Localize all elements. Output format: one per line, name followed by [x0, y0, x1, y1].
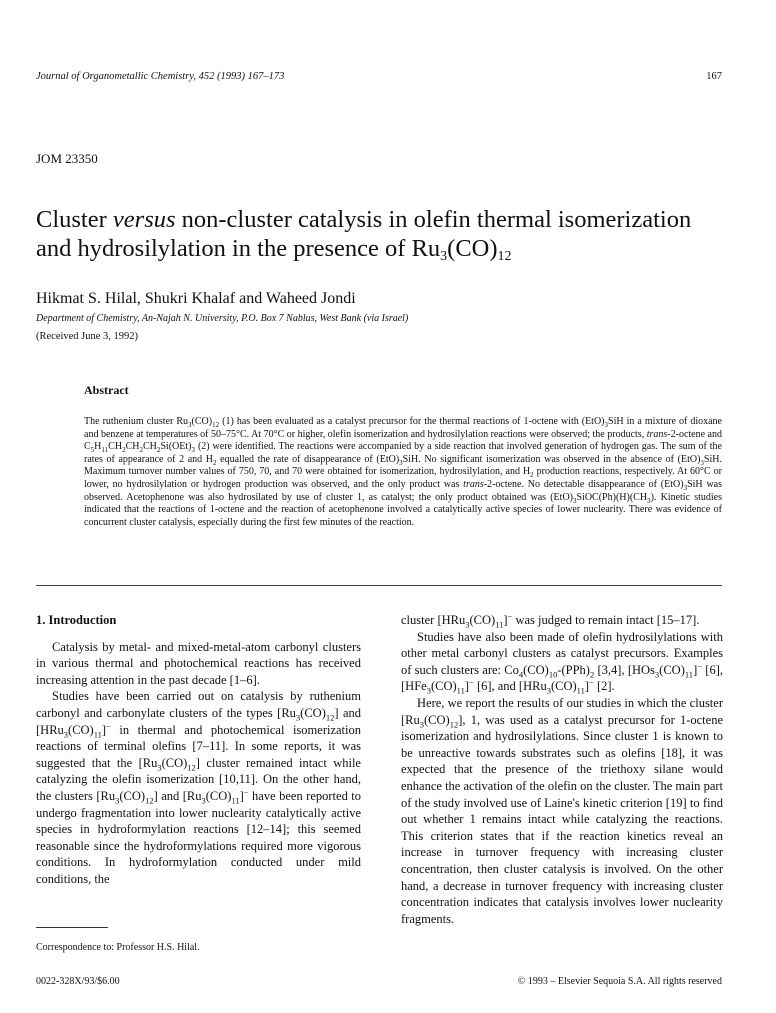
abstract-text: The ruthenium cluster $Ru_3(CO)_{12}$ (1) has been evaluated as a catalyst precursor for the thermal reactions of 1-octene with $(EtO)_3SiH$ in a mixture of dioxane and benzene at temperatures of 50–75°C. At 70°C or higher, olefin isomerization and hydrosilylation reactions were observed; the products, trans-2-octene and $C_5H_{11}CH_2CH_2CH_2Si(OEt)_3$ (2) were identified. The reactions were accompanied by a side reaction that involved generation of hydrogen gas. The sum of the rates of appearance of 2 and $H_2$ equalled the rate of disappearance of $(EtO)_3SiH$. No significant isomerization was observed in the absence of $(EtO)_3SiH$. Maximum turnover number values of 750, 70, and 70 were obtained for isomerization, hydrosilylation, and $H_2$ production reactions, respectively. At 60°C or lower, no hydrosilylation or hydrogen production was observed, and the only product was trans-2-octene. No detectable disappearance of $(EtO)_3SiH$ was observed. Acetophenone was also hydrosilated by use of cluster 1, as catalyst; the only product obtained was $(EtO)_3SiOC(Ph)(H)(CH_3)$. Kinetic studies indicated that the reactions of 1-octene and the reaction of acetophenone involved a catalytically active species of lower nuclearity. There was evidence of concurrent cluster catalysis, especially during the first few minutes of the reaction. — [84, 416, 722, 528]
authors: Hikmat S. Hilal, Shukri Khalaf and Waheed Jondi — [36, 290, 356, 307]
copyright-notice: © 1993 – Elsevier Sequoia S.A. All rights reserved — [517, 976, 722, 987]
abstract-heading: Abstract — [84, 383, 129, 397]
intro-column-left: 1. Introduction Catalysis by metal- and mixed-metal-atom carbonyl clusters in various thermal and photochemical reactions has received increasing attention in the past decade [1–6]. Studies have been carried out on catalysis by ruthenium carbonyl and carbonylate clusters of the types $[Ru_3(CO)_{12}]$ and $[HRu_3(CO)_{11}]^-$ in thermal and photochemical isomerization reactions of terminal olefins [7–11]. In some reports, it was suggested that the $[Ru_3(CO)_{12}]$ cluster remained intact while catalyzing the olefin isomerization [10,11]. On the other hand, the clusters $[Ru_3(CO)_{12}]$ and $[Ru_3(CO)_{11}]^-$ have been reported to undergo fragmentation into lower nuclearity catalytically active species in hydroformylation reactions [12–14]; this seemed reasonable since the hydroformylations required more vigorous conditions. In hydroformylation conducted under mild conditions, the — [36, 613, 361, 886]
section-divider — [36, 585, 722, 586]
journal-citation: Journal of Organometallic Chemistry, 452 (1993) 167–173 — [36, 71, 285, 82]
intro-column-right: cluster $[HRu_3(CO)_{11}]^-$ was judged to remain intact [15–17]. Studies have also been made of olefin hydrosilylations with other metal carbonyl clusters as catalyst precursors. Examples of such clusters are: $Co_4(CO)_{10}-(PPh)_2$ [3,4], $[HOs_3(CO)_{11}]^-$ [6], $[HFe_3(CO)_{11}]^-$ [6], and $[HRu_3(CO)_{11}]^-$ [2]. Here, we report the results of our studies in which the cluster $[Ru_3(CO)_{12}]$, 1, was used as a catalyst precursor for 1-octene isomerization and hydrosilylations. Since cluster 1 is known to be unreactive towards substrates such as olefins [18], it was expected that the presence of the triethoxy silane would enhance the activation of the olefin on the cluster. The main part of the study involved use of Laine's kinetic criterion [19] to find out whether 1 remains intact while catalyzing the reactions. This criterion states that if the reaction kinetics reveal an increase in turnover frequency with increasing cluster concentration, then cluster catalysis is involved. On the other hand, a decrease in turnover frequency with increasing cluster concentration indicates that catalysis involves lower nuclearity fragments. — [401, 610, 723, 926]
footnote-divider — [36, 927, 108, 928]
section-heading: 1. Introduction — [36, 613, 117, 627]
article-id: JOM 23350 — [36, 151, 98, 166]
affiliation: Department of Chemistry, An-Najah N. University, P.O. Box 7 Nablus, West Bank (via Israel) — [36, 313, 409, 324]
journal-code: 0022-328X/93/$6.00 — [36, 976, 120, 987]
received-date: (Received June 3, 1992) — [36, 331, 139, 342]
correspondence-footnote: Correspondence to: Professor H.S. Hilal. — [36, 942, 200, 953]
paper-title: Cluster versus non-cluster catalysis in olefin thermal isomerization and hydrosilylation in the presence of $Ru_3(CO)_{12}$ — [36, 206, 692, 264]
page-number: 167 — [706, 71, 722, 82]
